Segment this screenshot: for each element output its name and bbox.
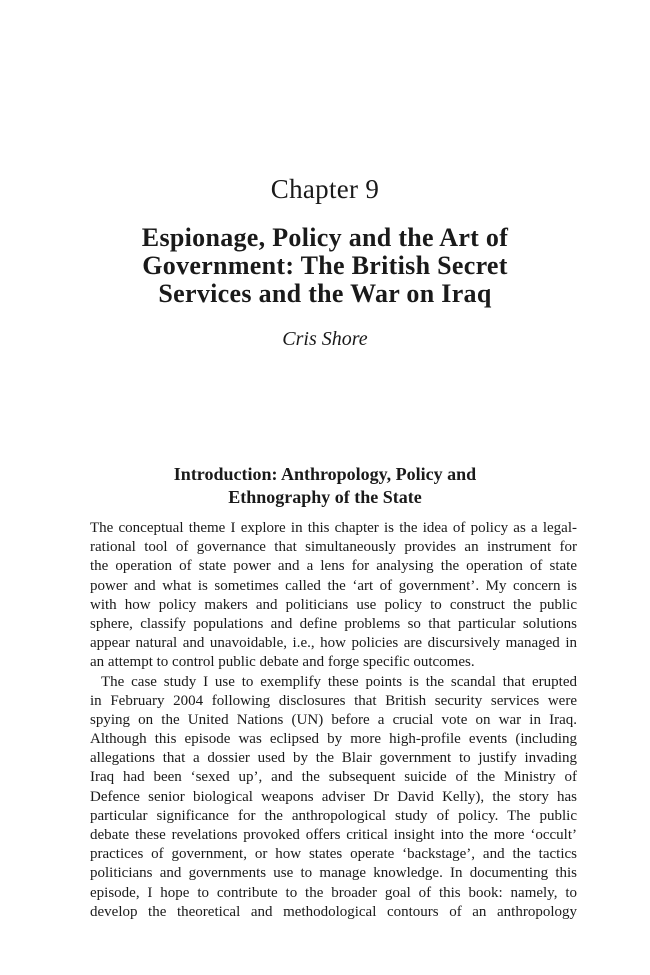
body-line: in February 2004 following disclosures that British security services were [90,692,577,709]
body-line: with how policy makers and politicians use policy to construct the public [90,596,577,613]
chapter-author: Cris Shore [282,328,368,350]
body-line: practices of government, or how states operate ‘backstage’, and the tactics [90,846,577,863]
body-line: Defence senior biological weapons adviser Dr David Kelly), the story has [90,788,577,805]
body-line: rational tool of governance that simultaneously provides an instrument for [90,539,577,556]
section-heading-line: Ethnography of the State [228,487,422,507]
body-line: an attempt to control public debate and forge specific outcomes. [90,654,475,671]
chapter-title-line: Government: The British Secret [142,251,508,280]
body-line: particular significance for the anthropological study of policy. The public [90,807,577,824]
body-line: the operation of state power and a lens for analysing the operation of state [90,558,577,575]
chapter-title [90,224,560,308]
body-line: episode, I hope to contribute to the broader goal of this book: namely, to [90,884,577,901]
body-line: Iraq had been ‘sexed up’, and the subsequent suicide of the Ministry of [90,769,577,786]
body-line: spying on the United Nations (UN) before a crucial vote on war in Iraq. [90,711,577,728]
body-line: sphere, classify populations and define problems so that particular solutions [90,615,577,632]
chapter-title-line: Services and the War on Iraq [158,279,492,308]
section-heading-line: Introduction: Anthropology, Policy and [173,464,477,484]
section-heading [110,463,540,509]
body-line: allegations that a dossier used by the Blair government to justify invading [90,750,577,767]
body-line: The case study I use to exemplify these points is the scandal that erupted [101,673,577,690]
body-line: Although this episode was eclipsed by more high-profile events (including [90,731,577,748]
body-line: politicians and governments use to manage knowledge. In documenting this [90,865,577,882]
body-line: debate these revelations provoked offers critical insight into the more ‘occult’ [90,827,577,843]
body-line: power and what is sometimes called the ‘art of government’. My concern is [90,577,577,594]
body-line: The conceptual theme I explore in this chapter is the idea of policy as a legal- [90,520,577,536]
chapter-number: Chapter 9 [270,174,380,204]
chapter-title-line: Espionage, Policy and the Art of [141,223,509,252]
body-text [90,519,577,922]
body-line: appear natural and unavoidable, i.e., how policies are discursively managed in [90,635,577,652]
body-line: develop the theoretical and methodological contours of an anthropology [90,903,577,920]
